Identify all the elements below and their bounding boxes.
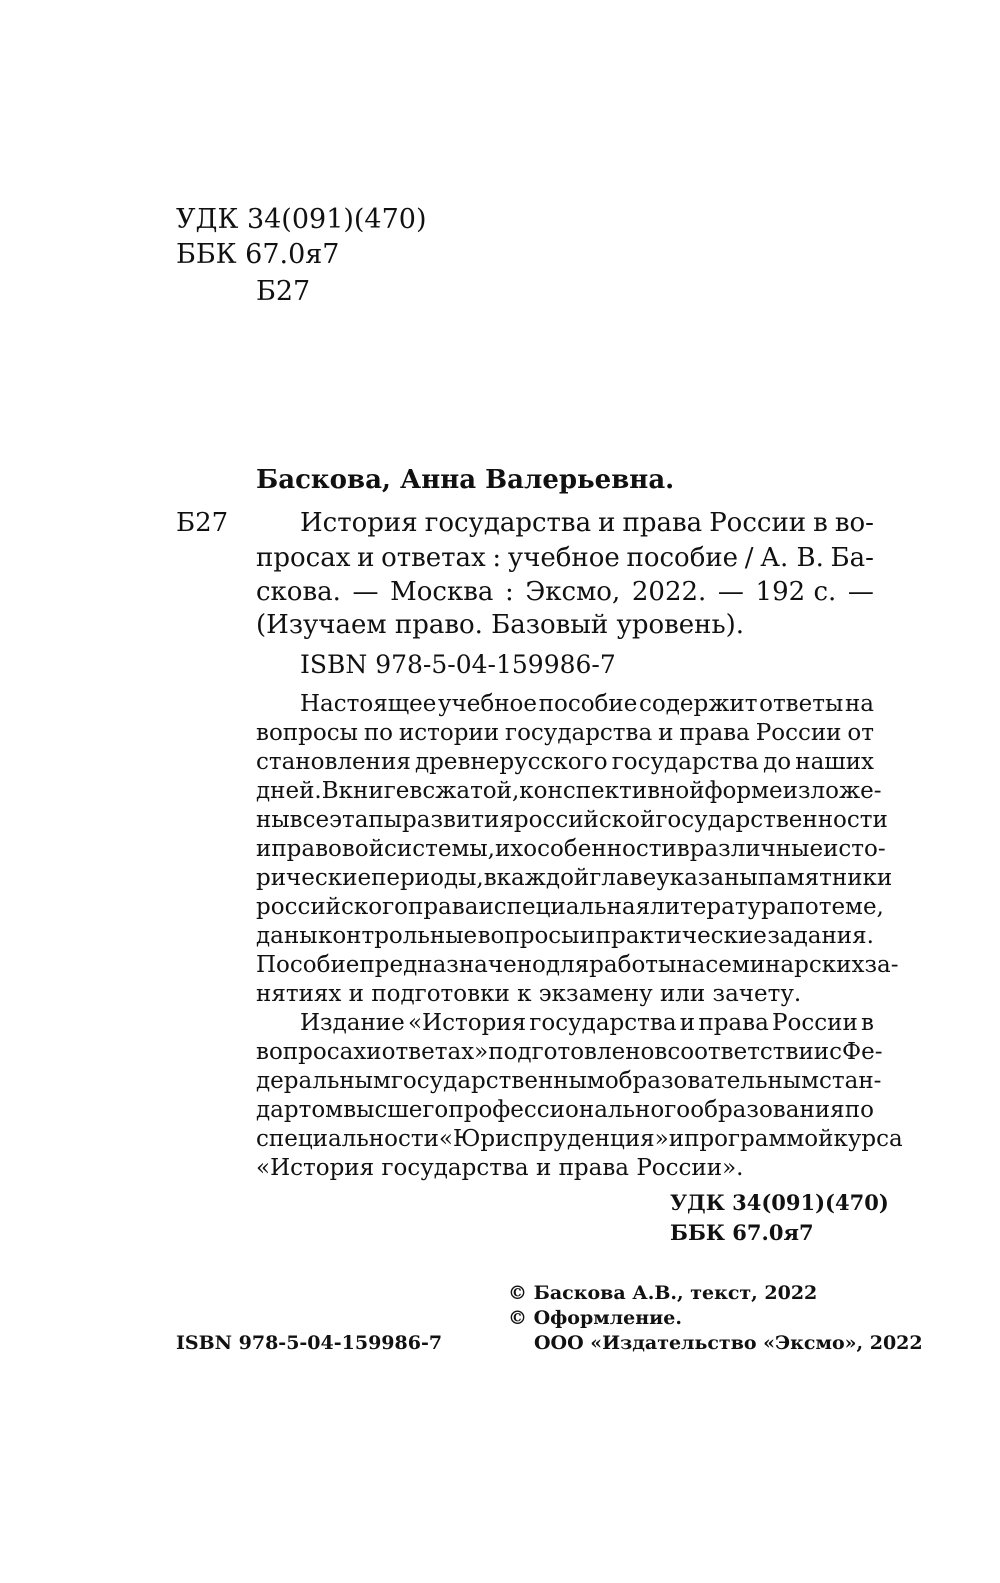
abstract-line: Издание «История государства и права России в [300,1010,874,1036]
record-line: просах и ответах : учебное пособие / А. В. Ба- [256,543,874,573]
abstract-line: специальности «Юриспруденция» и программой курса [256,1126,903,1152]
header-bbk: ББК 67.0я7 [176,239,340,270]
abstract-line: становления древнерусского государства до наших [256,749,874,775]
copyright-author: © Баскова А.В., текст, 2022 [508,1282,818,1304]
abstract-line: дартом высшего профессионального образования по [256,1097,874,1123]
abstract-line: ны все этапы развития российской государственности [256,807,888,833]
abstract-line: Настоящее учебное пособие содержит ответы на [300,691,874,717]
record-line: (Изучаем право. Базовый уровень). [256,610,745,640]
copyright-design: © Оформление. [508,1307,682,1329]
header-udk: УДК 34(091)(470) [176,204,427,235]
abstract-line: рические периоды, в каждой главе указаны памятники [256,865,893,891]
record-isbn: ISBN 978-5-04-159986-7 [300,650,616,679]
abstract-line: вопросы по истории государства и права России от [256,720,874,746]
isbn-bottom: ISBN 978-5-04-159986-7 [176,1332,443,1354]
classification-bbk: ББК 67.0я7 [670,1220,814,1245]
record-author: Баскова, Анна Валерьевна. [256,465,675,495]
record-line: скова. — Москва : Эксмо, 2022. — 192 с. — [256,577,874,607]
abstract-line: российского права и специальная литература по теме, [256,894,884,920]
record-left-code: Б27 [176,508,229,538]
abstract-line: «История государства и права России». [256,1155,744,1181]
abstract-line: дней. В книге в сжатой, конспективной форме изложе- [256,778,882,804]
header-author-code: Б27 [256,276,311,307]
classification-udk: УДК 34(091)(470) [670,1190,889,1215]
abstract-line: нятиях и подготовки к экзамену или зачету. [256,981,802,1007]
abstract-line: и правовой системы, их особенности в различные исто- [256,836,886,862]
record-line: История государства и права России в во- [300,508,874,538]
abstract-line: Пособие предназначено для работы на семинарских за- [256,952,899,978]
abstract-line: вопросах и ответах» подготовлено в соответствии с Фе- [256,1039,883,1065]
copyright-publisher: ООО «Издательство «Эксмо», 2022 [534,1332,923,1354]
abstract-line: даны контрольные вопросы и практические задания. [256,923,874,949]
abstract-line: деральным государственным образовательным стан- [256,1068,882,1094]
